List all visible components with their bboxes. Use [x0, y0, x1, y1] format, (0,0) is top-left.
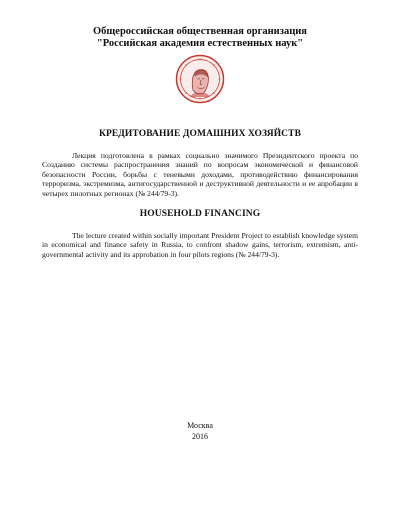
- russian-title: КРЕДИТОВАНИЕ ДОМАШНИХ ХОЗЯЙСТВ: [98, 129, 302, 139]
- organization-name-line1: Общероссийская общественная организация: [93, 26, 307, 37]
- russian-description: Лекция подготовлена в рамках социально значимого Президентского проекта по Созданию системы распространения знаний по вопросам экономической и финансовой безопасности России, борьбы с теневыми доходами, противодействию финансирования терроризма, экстремизма, антигосударственной и деструктивной деятельности и ее апробации в четырех пилотных регионах (№ 244/79-3).: [42, 151, 358, 198]
- english-description: The lecture created within socially important President Project to establish knowledge system in economical and finance safety in Russia, to confront shadow gains, terrorism, extremism, anti-governmental activity and its approbation in four pilots regions (№ 244/79-3).: [42, 231, 358, 259]
- english-title: HOUSEHOLD FINANCING: [139, 209, 261, 219]
- publication-city: Москва: [187, 421, 213, 430]
- publication-year: 2016: [192, 432, 208, 441]
- organization-name-line2: "Российская академия естественных наук": [96, 38, 304, 49]
- academy-seal-icon: [175, 54, 225, 104]
